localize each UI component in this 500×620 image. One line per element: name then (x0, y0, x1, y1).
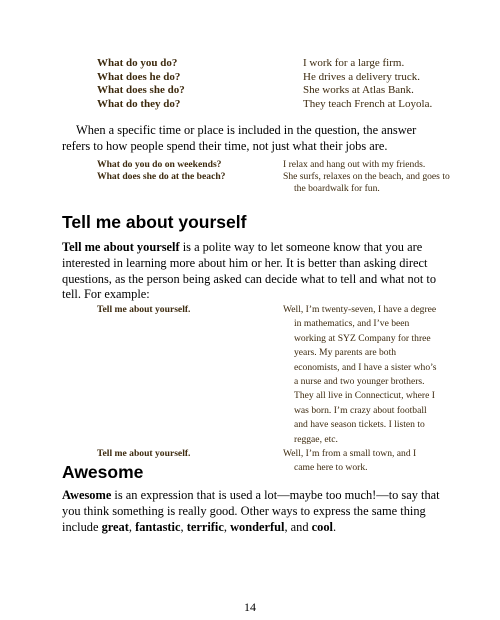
answer-line: Well, I’m from a small town, and I (283, 448, 417, 460)
separator-text: , (180, 519, 187, 534)
term-bold: Awesome (62, 488, 112, 502)
synonym-bold: great (101, 519, 129, 534)
example-answer: I work for a large firm. (303, 57, 405, 69)
example-answer: He drives a delivery truck. (303, 70, 420, 83)
example-question: What do you do on weekends? (97, 159, 222, 170)
example-row (97, 447, 457, 476)
example-question: What do they do? (97, 97, 181, 110)
example-answer (283, 447, 457, 476)
example-row (97, 98, 457, 112)
example-question: Tell me about yourself. (97, 304, 191, 315)
example-question: What do you do? (97, 57, 178, 69)
answer-line: working at SYZ Company for three (294, 332, 431, 344)
example-list-about-yourself (97, 303, 457, 476)
separator-text: , and (284, 519, 312, 534)
example-question: Tell me about yourself. (97, 448, 191, 460)
example-answer: She works at Atlas Bank. (303, 84, 414, 96)
term-bold: Tell me about yourself (62, 240, 180, 254)
example-row (97, 171, 457, 195)
example-list-time-place (97, 159, 457, 195)
answer-line: and have season tickets. I listen to (294, 419, 425, 431)
answer-line: They all live in Connecticut, where I (294, 390, 435, 402)
example-row (97, 71, 457, 85)
section-heading: Awesome (62, 462, 144, 482)
answer-line: came here to work. (294, 462, 368, 474)
example-question: What does she do? (97, 84, 185, 96)
example-answer: I relax and hang out with my friends. (283, 159, 426, 170)
answer-line: reggae, etc. (294, 433, 338, 445)
synonym-bold: wonderful (230, 519, 285, 534)
body-paragraph (62, 240, 444, 303)
answer-line: was born. I’m crazy about football (294, 404, 427, 416)
paragraph-text: is a polite way to let someone know that you are interested in learning more about him or her. It is better than asking direct questions, as the person being asked can decide what to tell and what not to tell. For example: (62, 240, 437, 302)
page-number: 14 (244, 600, 256, 614)
paragraph-text: is an expression that is used a lot—maybe too much!—to say that you think something is really good. Other ways to express the same thing include (62, 488, 440, 534)
example-row (97, 159, 457, 171)
synonym-bold: cool (311, 519, 333, 534)
body-paragraph (62, 488, 444, 535)
synonym-bold: fantastic (135, 519, 181, 534)
example-question: What does she do at the beach? (97, 171, 226, 182)
answer-line: a nurse and two younger brothers. (294, 376, 425, 388)
example-list-jobs (97, 57, 457, 111)
answer-line: Well, I’m twenty-seven, I have a degree (283, 304, 437, 315)
answer-line: in mathematics, and I’ve been (294, 318, 410, 330)
example-question: What does he do? (97, 70, 181, 83)
example-answer: They teach French at Loyola. (303, 97, 433, 110)
example-answer (283, 303, 457, 447)
separator-text: , (128, 519, 136, 534)
answer-line: years. My parents are both (294, 347, 397, 359)
example-answer: She surfs, relaxes on the beach, and goes to the boardwalk for fun. (283, 171, 450, 194)
separator-text: , (223, 519, 231, 534)
body-paragraph: When a specific time or place is included in the question, the answer refers to how people spend their time, not just what their jobs are. (62, 123, 417, 153)
example-row (97, 57, 457, 71)
example-row (97, 84, 457, 98)
separator-text: . (332, 519, 337, 534)
section-heading: Tell me about yourself (62, 212, 247, 232)
example-row (97, 303, 457, 447)
answer-line: economists, and I have a sister who’s (294, 361, 437, 373)
synonym-bold: terrific (186, 519, 224, 534)
